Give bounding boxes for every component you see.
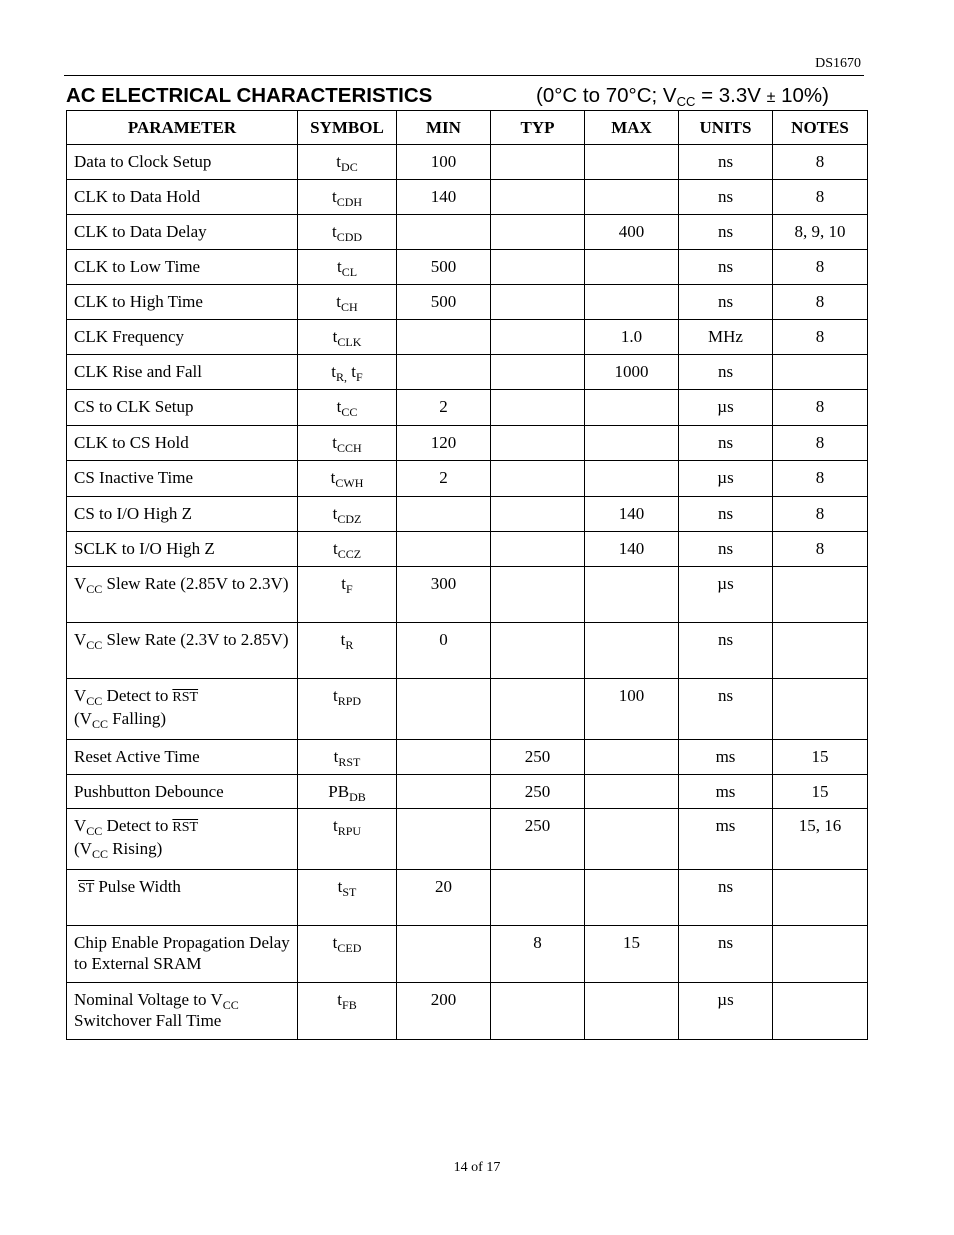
param-text: Falling) [107,709,167,728]
cell-symbol [298,809,397,870]
cell-typ: 8 [491,926,585,983]
cell-notes: 8 [773,285,868,320]
symbol-base: t [332,433,338,452]
param-text: Detect to [102,816,169,835]
cell-max: 140 [585,532,679,567]
symbol-subscript: CED [337,941,362,955]
cell-typ [491,390,585,426]
cell-min: 120 [397,426,491,461]
cell-units: ns [679,497,773,532]
cell-min [397,355,491,390]
symbol-base: t [336,292,342,311]
cell-notes [773,870,868,926]
param-text: CLK to Data Delay [74,222,207,241]
symbol-subscript: CLK [337,335,362,349]
param-text: CLK to CS Hold [74,433,189,452]
cell-typ: 250 [491,775,585,809]
cell-units: ns [679,679,773,740]
param-text: Nominal Voltage to V [74,990,223,1009]
cell-parameter [67,426,298,461]
cell-max [585,870,679,926]
cell-min: 200 [397,983,491,1040]
cell-units: ns [679,870,773,926]
cell-parameter [67,250,298,285]
cell-parameter [67,775,298,809]
cell-min [397,809,491,870]
cell-notes: 8 [773,390,868,426]
cell-max: 140 [585,497,679,532]
table-row [67,355,868,390]
header-units: UNITS [679,111,773,145]
cell-notes [773,623,868,679]
symbol-base: PB [328,782,350,801]
cell-notes: 8 [773,145,868,180]
cell-min: 300 [397,567,491,623]
symbol-subscript: DB [349,790,366,804]
cell-parameter [67,285,298,320]
cell-symbol [298,145,397,180]
cell-max: 1.0 [585,320,679,355]
param-subscript: CC [86,694,103,708]
param-text: Rising) [107,839,163,858]
symbol-base: t [336,397,342,416]
cell-max [585,285,679,320]
cell-parameter [67,740,298,775]
cell-parameter [67,623,298,679]
cell-parameter [67,926,298,983]
cell-symbol [298,623,397,679]
param-text: CS to CLK Setup [74,397,194,416]
cell-units: ns [679,250,773,285]
cell-symbol [298,740,397,775]
page-number: 14 of 17 [453,1160,501,1175]
cell-parameter [67,215,298,250]
table-row [67,145,868,180]
cell-max: 100 [585,679,679,740]
cell-min: 2 [397,390,491,426]
param-text: (V [74,839,92,858]
cell-max [585,983,679,1040]
cell-max: 15 [585,926,679,983]
cell-units: ns [679,180,773,215]
section-title: AC ELECTRICAL CHARACTERISTICS [66,84,433,107]
cell-min [397,215,491,250]
symbol-base: t [332,816,338,835]
table-row [67,461,868,497]
cell-units: ns [679,532,773,567]
cell-units: µs [679,567,773,623]
table-row [67,320,868,355]
cell-min: 500 [397,285,491,320]
table-row [67,870,868,926]
table-row [67,926,868,983]
cell-min [397,532,491,567]
symbol-subscript: CDD [336,230,363,244]
cell-typ [491,215,585,250]
cell-parameter [67,390,298,426]
cell-typ [491,567,585,623]
param-overbar-signal: $\overline{RST}$ [172,820,199,835]
symbol-subscript: R, [336,370,348,384]
cell-symbol [298,497,397,532]
cell-parameter [67,809,298,870]
param-text: CLK to Data Hold [74,187,201,206]
symbol-subscript: R [345,638,354,652]
cell-notes [773,926,868,983]
conditions-sub: CC [676,94,696,109]
cell-min [397,926,491,983]
cell-units: ns [679,215,773,250]
cell-max [585,180,679,215]
cell-units: ms [679,809,773,870]
table-row [67,567,868,623]
symbol-base: t [331,362,337,381]
symbol-subscript: DC [341,160,358,174]
param-text: V [74,630,87,649]
param-text: CLK to High Time [74,292,203,311]
param-text: Slew Rate (2.3V to 2.85V) [102,630,289,649]
cell-parameter [67,355,298,390]
param-text: Switchover Fall Time [74,1011,222,1030]
cell-symbol [298,426,397,461]
cell-units: ns [679,426,773,461]
cell-units: ns [679,623,773,679]
symbol-subscript: CH [341,300,358,314]
cell-typ [491,461,585,497]
cell-units: ns [679,145,773,180]
table-row [67,532,868,567]
param-text: CLK Rise and Fall [74,362,202,381]
cell-parameter [67,679,298,740]
cell-units: ms [679,775,773,809]
symbol-base: t [332,686,338,705]
symbol-base: t [332,504,338,523]
cell-symbol [298,320,397,355]
cell-typ [491,285,585,320]
table-row [67,775,868,809]
param-text: V [74,686,87,705]
cell-typ [491,426,585,461]
cell-symbol [298,180,397,215]
cell-notes [773,355,868,390]
cell-min: 20 [397,870,491,926]
cell-min: 140 [397,180,491,215]
table-header-row [67,111,868,145]
param-text: Slew Rate (2.85V to 2.3V) [102,574,289,593]
test-conditions [536,84,829,108]
param-subscript: CC [222,998,239,1012]
table-row [67,390,868,426]
symbol-base: t [330,468,336,487]
param-overbar-signal: $\overline{RST}$ [172,690,199,705]
cell-typ: 250 [491,740,585,775]
cell-min: 100 [397,145,491,180]
cell-symbol [298,355,397,390]
cell-min [397,775,491,809]
header-rule [64,75,864,76]
ac-characteristics-table [66,110,868,1040]
plus-minus-symbol: ± [766,89,776,106]
table-body [67,145,868,1040]
param-text: V [74,816,87,835]
param-text: (V [74,709,92,728]
symbol-subscript: ST [342,885,357,899]
param-text: Detect to [102,686,169,705]
cell-parameter [67,532,298,567]
symbol-base: t [332,539,338,558]
symbol-base: t [341,574,347,593]
cell-max [585,740,679,775]
cell-parameter [67,870,298,926]
symbol-base: t [332,327,338,346]
symbol-base: t [333,747,339,766]
cell-notes: 8 [773,320,868,355]
header-parameter: PARAMETER [67,111,298,145]
cell-symbol [298,983,397,1040]
cell-min: 0 [397,623,491,679]
conditions-part2: = 3.3V [695,84,767,107]
param-subscript: CC [86,638,103,652]
cell-symbol [298,679,397,740]
cell-min [397,679,491,740]
cell-symbol [298,461,397,497]
table-row [67,426,868,461]
param-text: CS to I/O High Z [74,504,193,523]
cell-typ: 250 [491,809,585,870]
symbol-subscript: F [356,370,363,384]
cell-parameter [67,461,298,497]
cell-parameter [67,567,298,623]
cell-notes: 8 [773,180,868,215]
header-typ: TYP [491,111,585,145]
table-row [67,180,868,215]
table-row [67,497,868,532]
symbol-base: t [336,257,342,276]
symbol-subscript: CDZ [337,512,362,526]
param-subscript: CC [91,847,108,861]
symbol-base: t [337,877,343,896]
cell-notes: 15, 16 [773,809,868,870]
cell-typ [491,870,585,926]
param-text: CS Inactive Time [74,468,194,487]
cell-notes: 8 [773,461,868,497]
cell-units: µs [679,461,773,497]
param-text: Pulse Width [98,877,181,896]
cell-min [397,320,491,355]
conditions-part3: 10%) [775,84,829,107]
cell-max [585,775,679,809]
cell-max [585,390,679,426]
cell-notes: 8 [773,532,868,567]
cell-symbol [298,285,397,320]
cell-notes: 8 [773,250,868,285]
cell-max [585,623,679,679]
cell-min: 500 [397,250,491,285]
table-row [67,250,868,285]
symbol-base: t [347,362,357,381]
cell-max [585,145,679,180]
cell-units: ms [679,740,773,775]
symbol-subscript: RST [338,755,361,769]
param-text: Reset Active Time [74,747,200,766]
param-subscript: CC [86,824,103,838]
cell-units: ns [679,285,773,320]
cell-typ [491,180,585,215]
table-row [67,809,868,870]
symbol-subscript: F [346,582,353,596]
cell-notes: 15 [773,740,868,775]
cell-notes: 8, 9, 10 [773,215,868,250]
table-row [67,679,868,740]
header-max: MAX [585,111,679,145]
cell-typ [491,145,585,180]
symbol-base: t [332,933,338,952]
cell-max [585,426,679,461]
param-overbar-signal: $\overline{ST}$ [78,881,95,896]
cell-parameter [67,983,298,1040]
cell-typ [491,623,585,679]
header-min: MIN [397,111,491,145]
cell-typ [491,320,585,355]
symbol-base: t [336,152,342,171]
table-row [67,740,868,775]
table-row [67,623,868,679]
cell-notes: 8 [773,497,868,532]
cell-notes: 8 [773,426,868,461]
cell-typ [491,532,585,567]
cell-typ [491,355,585,390]
header-notes: NOTES [773,111,868,145]
cell-units: µs [679,390,773,426]
param-text: CLK to Low Time [74,257,201,276]
conditions-part1: (0°C to 70°C; V [536,84,677,107]
cell-typ [491,497,585,532]
symbol-subscript: FB [342,998,357,1012]
cell-min: 2 [397,461,491,497]
symbol-subscript: CL [341,265,358,279]
cell-units: ns [679,926,773,983]
cell-symbol [298,926,397,983]
cell-symbol [298,250,397,285]
cell-parameter [67,145,298,180]
cell-typ [491,983,585,1040]
cell-parameter [67,180,298,215]
cell-max [585,567,679,623]
cell-max: 1000 [585,355,679,390]
symbol-subscript: CWH [335,476,364,490]
header-symbol: SYMBOL [298,111,397,145]
param-text: Chip Enable Propagation Delay to External SRAM [74,933,290,973]
table-row [67,285,868,320]
cell-symbol [298,390,397,426]
cell-units: µs [679,983,773,1040]
cell-max [585,250,679,285]
symbol-subscript: CCZ [337,547,362,561]
cell-notes: 15 [773,775,868,809]
cell-max [585,809,679,870]
cell-symbol [298,532,397,567]
cell-parameter [67,497,298,532]
cell-notes [773,567,868,623]
param-text: Pushbutton Debounce [74,782,224,801]
cell-units: MHz [679,320,773,355]
symbol-subscript: RPD [337,694,362,708]
symbol-base: t [331,222,337,241]
cell-symbol [298,215,397,250]
cell-symbol [298,870,397,926]
param-subscript: CC [86,582,103,596]
cell-max [585,461,679,497]
table-row [67,215,868,250]
cell-units: ns [679,355,773,390]
param-text: Data to Clock Setup [74,152,212,171]
symbol-base: t [340,630,346,649]
cell-symbol [298,567,397,623]
param-text: CLK Frequency [74,327,185,346]
param-text: SCLK to I/O High Z [74,539,215,558]
cell-notes [773,983,868,1040]
symbol-subscript: CC [341,405,358,419]
table-row [67,983,868,1040]
symbol-base: t [337,990,343,1009]
cell-min [397,740,491,775]
cell-typ [491,250,585,285]
cell-symbol [298,775,397,809]
cell-min [397,497,491,532]
document-id: DS1670 [815,56,861,71]
param-subscript: CC [91,717,108,731]
symbol-subscript: CDH [336,195,363,209]
symbol-base: t [331,187,337,206]
param-text: V [74,574,87,593]
cell-parameter [67,320,298,355]
cell-notes [773,679,868,740]
symbol-subscript: RPU [337,824,362,838]
cell-max: 400 [585,215,679,250]
cell-typ [491,679,585,740]
symbol-subscript: CCH [337,441,362,455]
